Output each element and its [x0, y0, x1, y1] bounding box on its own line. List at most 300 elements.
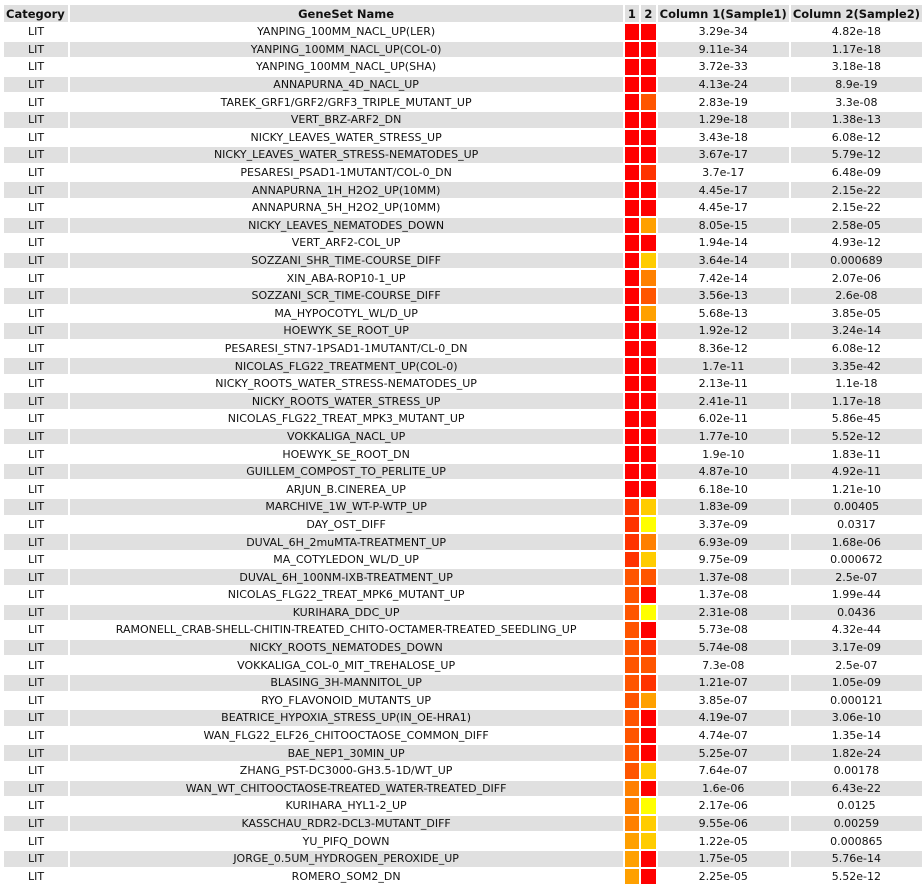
value-cell-1: 1.77e-10	[658, 429, 789, 445]
heat-cell-1	[625, 446, 639, 462]
value-cell-2: 1.68e-06	[791, 534, 922, 550]
value-cell-1: 4.13e-24	[658, 77, 789, 93]
table-row	[4, 429, 922, 445]
table-row	[4, 130, 922, 146]
geneset-name-cell[interactable]: ANNAPURNA_5H_H2O2_UP(10MM)	[70, 200, 623, 216]
table-row	[4, 499, 922, 515]
table-row	[4, 798, 922, 814]
value-cell-2: 0.00178	[791, 763, 922, 779]
table-row	[4, 869, 922, 885]
category-cell: LIT	[4, 341, 68, 357]
category-cell: LIT	[4, 165, 68, 181]
table-row	[4, 59, 922, 75]
value-cell-2: 2.5e-07	[791, 657, 922, 673]
heat-cell-2	[641, 323, 655, 339]
geneset-name-cell[interactable]: NICKY_ROOTS_WATER_STRESS-NEMATODES_UP	[70, 376, 623, 392]
value-cell-2: 2.6e-08	[791, 288, 922, 304]
heat-cell-1	[625, 270, 639, 286]
header-heat-1[interactable]: 1	[625, 5, 639, 22]
geneset-name-cell[interactable]: MA_HYPOCOTYL_WL/D_UP	[70, 306, 623, 322]
geneset-name-cell[interactable]: MARCHIVE_1W_WT-P-WTP_UP	[70, 499, 623, 515]
category-cell: LIT	[4, 763, 68, 779]
heat-cell-1	[625, 781, 639, 797]
heat-cell-1	[625, 59, 639, 75]
heat-cell-2	[641, 710, 655, 726]
table-row	[4, 464, 922, 480]
table-row	[4, 552, 922, 568]
category-cell: LIT	[4, 851, 68, 867]
heat-cell-2	[641, 59, 655, 75]
value-cell-2: 0.000672	[791, 552, 922, 568]
value-cell-1: 2.83e-19	[658, 94, 789, 110]
table-row	[4, 816, 922, 832]
geneset-name-cell[interactable]: SOZZANI_SHR_TIME-COURSE_DIFF	[70, 253, 623, 269]
header-column-1[interactable]: Column 1(Sample1)	[659, 6, 787, 21]
heat-cell-1	[625, 745, 639, 761]
heat-cell-2	[641, 270, 655, 286]
heat-cell-2	[641, 693, 655, 709]
heat-cell-1	[625, 429, 639, 445]
value-cell-1: 9.11e-34	[658, 42, 789, 58]
geneset-name-cell[interactable]: RAMONELL_CRAB-SHELL-CHITIN-TREATED_CHITO-OCTAMER-TREATED_SEEDLING_UP	[70, 622, 623, 638]
value-cell-2: 1.83e-11	[791, 446, 922, 462]
header-heat-2[interactable]: 2	[641, 5, 655, 22]
heat-cell-2	[641, 499, 655, 515]
heat-cell-2	[641, 569, 655, 585]
category-cell: LIT	[4, 481, 68, 497]
table-row	[4, 622, 922, 638]
table-row	[4, 763, 922, 779]
heat-cell-1	[625, 42, 639, 58]
category-cell: LIT	[4, 253, 68, 269]
heat-cell-2	[641, 675, 655, 691]
value-cell-2: 0.0125	[791, 798, 922, 814]
heat-cell-1	[625, 499, 639, 515]
heat-cell-1	[625, 587, 639, 603]
heat-cell-2	[641, 587, 655, 603]
value-cell-1: 2.25e-05	[658, 869, 789, 885]
header-row	[4, 5, 922, 22]
category-cell: LIT	[4, 569, 68, 585]
value-cell-1: 7.3e-08	[658, 657, 789, 673]
value-cell-1: 6.02e-11	[658, 411, 789, 427]
category-cell: LIT	[4, 587, 68, 603]
value-cell-1: 7.64e-07	[658, 763, 789, 779]
heat-cell-2	[641, 534, 655, 550]
geneset-name-cell[interactable]: YANPING_100MM_NACL_UP(COL-0)	[70, 42, 623, 58]
category-cell: LIT	[4, 218, 68, 234]
category-cell: LIT	[4, 130, 68, 146]
value-cell-1: 3.37e-09	[658, 517, 789, 533]
table-row	[4, 235, 922, 251]
table-row	[4, 675, 922, 691]
value-cell-2: 2.15e-22	[791, 182, 922, 198]
value-cell-1: 6.18e-10	[658, 481, 789, 497]
geneset-name-cell[interactable]: NICKY_LEAVES_WATER_STRESS_UP	[70, 130, 623, 146]
value-cell-1: 1.75e-05	[658, 851, 789, 867]
value-cell-1: 2.17e-06	[658, 798, 789, 814]
table-row	[4, 376, 922, 392]
header-column-2[interactable]: Column 2(Sample2)	[791, 5, 922, 22]
value-cell-2: 1.17e-18	[791, 42, 922, 58]
geneset-name-cell[interactable]: MA_COTYLEDON_WL/D_UP	[70, 552, 623, 568]
heat-cell-1	[625, 358, 639, 374]
geneset-name-cell[interactable]: NICOLAS_FLG22_TREAT_MPK3_MUTANT_UP	[70, 411, 623, 427]
value-cell-1: 3.29e-34	[658, 24, 789, 40]
category-cell: LIT	[4, 517, 68, 533]
heat-cell-1	[625, 306, 639, 322]
heat-cell-2	[641, 253, 655, 269]
value-cell-1: 3.85e-07	[658, 693, 789, 709]
value-cell-1: 1.22e-05	[658, 833, 789, 849]
category-cell: LIT	[4, 429, 68, 445]
heat-cell-1	[625, 165, 639, 181]
value-cell-1: 8.05e-15	[658, 218, 789, 234]
table-row	[4, 851, 922, 867]
geneset-name-cell[interactable]: DAY_OST_DIFF	[70, 517, 623, 533]
heat-cell-1	[625, 728, 639, 744]
heat-cell-1	[625, 376, 639, 392]
value-cell-1: 1.6e-06	[658, 781, 789, 797]
category-cell: LIT	[4, 323, 68, 339]
category-cell: LIT	[4, 728, 68, 744]
value-cell-1: 2.13e-11	[658, 376, 789, 392]
heat-cell-2	[641, 182, 655, 198]
heat-cell-2	[641, 798, 655, 814]
geneset-name-cell[interactable]: NICOLAS_FLG22_TREATMENT_UP(COL-0)	[70, 358, 623, 374]
geneset-name-cell[interactable]: NICKY_ROOTS_NEMATODES_DOWN	[70, 640, 623, 656]
category-cell: LIT	[4, 605, 68, 621]
value-cell-1: 9.75e-09	[658, 552, 789, 568]
geneset-name-cell[interactable]: WAN_WT_CHITOOCTAOSE-TREATED_WATER-TREATED_DIFF	[70, 781, 623, 797]
heat-cell-1	[625, 24, 639, 40]
heat-cell-1	[625, 393, 639, 409]
heat-cell-2	[641, 552, 655, 568]
geneset-name-cell[interactable]: KASSCHAU_RDR2-DCL3-MUTANT_DIFF	[70, 816, 623, 832]
heat-cell-2	[641, 816, 655, 832]
value-cell-2: 3.06e-10	[791, 710, 922, 726]
value-cell-1: 3.72e-33	[658, 59, 789, 75]
heat-cell-2	[641, 481, 655, 497]
value-cell-2: 0.00405	[791, 499, 922, 515]
category-cell: LIT	[4, 200, 68, 216]
heat-cell-1	[625, 640, 639, 656]
table-row	[4, 165, 922, 181]
geneset-name-cell[interactable]: NICKY_LEAVES_WATER_STRESS-NEMATODES_UP	[70, 147, 623, 163]
heat-cell-2	[641, 288, 655, 304]
heat-cell-1	[625, 693, 639, 709]
heat-cell-2	[641, 517, 655, 533]
geneset-name-cell[interactable]: ARJUN_B.CINEREA_UP	[70, 481, 623, 497]
heat-cell-1	[625, 534, 639, 550]
geneset-name-cell[interactable]: DUVAL_6H_100NM-IXB-TREATMENT_UP	[70, 569, 623, 585]
category-cell: LIT	[4, 24, 68, 40]
heat-cell-1	[625, 112, 639, 128]
table-row	[4, 781, 922, 797]
value-cell-2: 1.21e-10	[791, 481, 922, 497]
value-cell-2: 3.35e-42	[791, 358, 922, 374]
value-cell-1: 1.7e-11	[658, 358, 789, 374]
category-cell: LIT	[4, 710, 68, 726]
geneset-name-cell[interactable]: YANPING_100MM_NACL_UP(SHA)	[70, 59, 623, 75]
geneset-name-cell[interactable]: BLASING_3H-MANNITOL_UP	[70, 675, 623, 691]
geneset-name-cell[interactable]: GUILLEM_COMPOST_TO_PERLITE_UP	[70, 464, 623, 480]
value-cell-1: 1.21e-07	[658, 675, 789, 691]
value-cell-1: 9.55e-06	[658, 816, 789, 832]
table-row	[4, 323, 922, 339]
heat-cell-2	[641, 341, 655, 357]
heat-cell-2	[641, 869, 655, 885]
table-row	[4, 745, 922, 761]
heat-cell-1	[625, 552, 639, 568]
geneset-name-cell[interactable]: ROMERO_SOM2_DN	[70, 869, 623, 885]
category-cell: LIT	[4, 235, 68, 251]
category-cell: LIT	[4, 376, 68, 392]
geneset-name-cell[interactable]: VERT_ARF2-COL_UP	[70, 235, 623, 251]
category-cell: LIT	[4, 411, 68, 427]
geneset-name-cell[interactable]: NICKY_LEAVES_NEMATODES_DOWN	[70, 218, 623, 234]
heat-cell-2	[641, 446, 655, 462]
category-cell: LIT	[4, 94, 68, 110]
heat-cell-1	[625, 130, 639, 146]
heat-cell-2	[641, 306, 655, 322]
geneset-name-cell[interactable]: JORGE_0.5UM_HYDROGEN_PEROXIDE_UP	[70, 851, 623, 867]
category-cell: LIT	[4, 833, 68, 849]
heat-cell-1	[625, 710, 639, 726]
category-cell: LIT	[4, 745, 68, 761]
category-cell: LIT	[4, 552, 68, 568]
value-cell-2: 8.9e-19	[791, 77, 922, 93]
table-header	[4, 5, 922, 22]
value-cell-1: 3.67e-17	[658, 147, 789, 163]
table-row	[4, 411, 922, 427]
table-body	[4, 24, 922, 884]
value-cell-1: 1.83e-09	[658, 499, 789, 515]
heat-cell-1	[625, 657, 639, 673]
geneset-name-cell[interactable]: DUVAL_6H_2muMTA-TREATMENT_UP	[70, 534, 623, 550]
value-cell-2: 4.32e-44	[791, 622, 922, 638]
heat-cell-1	[625, 341, 639, 357]
value-cell-2: 2.15e-22	[791, 200, 922, 216]
table-row	[4, 112, 922, 128]
heat-cell-1	[625, 816, 639, 832]
geneset-name-cell[interactable]: XIN_ABA-ROP10-1_UP	[70, 270, 623, 286]
table-row	[4, 218, 922, 234]
geneset-name-cell[interactable]: TAREK_GRF1/GRF2/GRF3_TRIPLE_MUTANT_UP	[70, 94, 623, 110]
value-cell-1: 4.74e-07	[658, 728, 789, 744]
table-row	[4, 42, 922, 58]
value-cell-1: 3.43e-18	[658, 130, 789, 146]
value-cell-2: 3.18e-18	[791, 59, 922, 75]
table-row	[4, 517, 922, 533]
geneset-name-cell[interactable]: YANPING_100MM_NACL_UP(LER)	[70, 24, 623, 40]
geneset-name-cell[interactable]: BEATRICE_HYPOXIA_STRESS_UP(IN_OE-HRA1)	[70, 710, 623, 726]
table-row	[4, 253, 922, 269]
heat-cell-2	[641, 605, 655, 621]
table-row	[4, 569, 922, 585]
geneset-name-cell[interactable]: ANNAPURNA_4D_NACL_UP	[70, 77, 623, 93]
heat-cell-1	[625, 218, 639, 234]
geneset-name-cell[interactable]: NICKY_ROOTS_WATER_STRESS_UP	[70, 393, 623, 409]
heat-cell-1	[625, 798, 639, 814]
category-cell: LIT	[4, 464, 68, 480]
geneset-name-cell[interactable]: PESARESI_PSAD1-1MUTANT/COL-0_DN	[70, 165, 623, 181]
value-cell-2: 0.00259	[791, 816, 922, 832]
value-cell-1: 5.73e-08	[658, 622, 789, 638]
heat-cell-1	[625, 411, 639, 427]
category-cell: LIT	[4, 640, 68, 656]
table-row	[4, 587, 922, 603]
value-cell-2: 2.07e-06	[791, 270, 922, 286]
heat-cell-1	[625, 77, 639, 93]
heat-cell-1	[625, 569, 639, 585]
heat-cell-1	[625, 763, 639, 779]
value-cell-2: 0.0436	[791, 605, 922, 621]
value-cell-1: 5.74e-08	[658, 640, 789, 656]
table-row	[4, 182, 922, 198]
category-cell: LIT	[4, 358, 68, 374]
heat-cell-1	[625, 288, 639, 304]
category-cell: LIT	[4, 816, 68, 832]
value-cell-2: 6.48e-09	[791, 165, 922, 181]
category-cell: LIT	[4, 675, 68, 691]
geneset-name-cell[interactable]: WAN_FLG22_ELF26_CHITOOCTAOSE_COMMON_DIFF	[70, 728, 623, 744]
category-cell: LIT	[4, 798, 68, 814]
value-cell-1: 5.25e-07	[658, 745, 789, 761]
value-cell-2: 0.000689	[791, 253, 922, 269]
value-cell-1: 4.45e-17	[658, 200, 789, 216]
geneset-name-cell[interactable]: NICOLAS_FLG22_TREAT_MPK6_MUTANT_UP	[70, 587, 623, 603]
geneset-results-table	[2, 3, 924, 886]
value-cell-1: 5.68e-13	[658, 306, 789, 322]
heat-cell-2	[641, 640, 655, 656]
geneset-name-cell[interactable]: PESARESI_STN7-1PSAD1-1MUTANT/CL-0_DN	[70, 341, 623, 357]
category-cell: LIT	[4, 693, 68, 709]
table-row	[4, 288, 922, 304]
table-row	[4, 341, 922, 357]
geneset-name-cell[interactable]: KURIHARA_DDC_UP	[70, 605, 623, 621]
value-cell-1: 1.9e-10	[658, 446, 789, 462]
heat-cell-1	[625, 675, 639, 691]
value-cell-2: 1.99e-44	[791, 587, 922, 603]
category-cell: LIT	[4, 781, 68, 797]
geneset-name-cell[interactable]: VOKKALIGA_NACL_UP	[70, 429, 623, 445]
heat-cell-1	[625, 253, 639, 269]
geneset-name-cell[interactable]: SOZZANI_SCR_TIME-COURSE_DIFF	[70, 288, 623, 304]
header-category[interactable]: Category	[4, 5, 68, 22]
geneset-name-cell[interactable]: YU_PIFQ_DOWN	[70, 833, 623, 849]
heat-cell-2	[641, 24, 655, 40]
category-cell: LIT	[4, 270, 68, 286]
heat-cell-1	[625, 200, 639, 216]
heat-cell-2	[641, 147, 655, 163]
heat-cell-2	[641, 235, 655, 251]
heat-cell-2	[641, 200, 655, 216]
category-cell: LIT	[4, 112, 68, 128]
value-cell-2: 3.24e-14	[791, 323, 922, 339]
geneset-name-cell[interactable]: BAE_NEP1_30MIN_UP	[70, 745, 623, 761]
category-cell: LIT	[4, 393, 68, 409]
table-row	[4, 94, 922, 110]
geneset-name-cell[interactable]: VOKKALIGA_COL-0_MIT_TREHALOSE_UP	[70, 657, 623, 673]
value-cell-1: 1.37e-08	[658, 569, 789, 585]
value-cell-2: 5.52e-12	[791, 429, 922, 445]
geneset-name-cell[interactable]: ANNAPURNA_1H_H2O2_UP(10MM)	[70, 182, 623, 198]
category-cell: LIT	[4, 288, 68, 304]
value-cell-1: 4.87e-10	[658, 464, 789, 480]
category-cell: LIT	[4, 77, 68, 93]
value-cell-1: 7.42e-14	[658, 270, 789, 286]
heat-cell-2	[641, 165, 655, 181]
heat-cell-1	[625, 235, 639, 251]
heat-cell-1	[625, 622, 639, 638]
heat-cell-2	[641, 657, 655, 673]
header-geneset-name[interactable]: GeneSet Name	[70, 5, 623, 22]
value-cell-2: 6.08e-12	[791, 341, 922, 357]
table-row	[4, 657, 922, 673]
heat-cell-1	[625, 147, 639, 163]
geneset-name-cell[interactable]: HOEWYK_SE_ROOT_DN	[70, 446, 623, 462]
value-cell-1: 2.31e-08	[658, 605, 789, 621]
table-row	[4, 446, 922, 462]
heat-cell-1	[625, 94, 639, 110]
table-row	[4, 270, 922, 286]
value-cell-2: 1.35e-14	[791, 728, 922, 744]
value-cell-2: 2.58e-05	[791, 218, 922, 234]
geneset-name-cell[interactable]: HOEWYK_SE_ROOT_UP	[70, 323, 623, 339]
value-cell-1: 4.45e-17	[658, 182, 789, 198]
value-cell-2: 1.82e-24	[791, 745, 922, 761]
geneset-name-cell[interactable]: RYO_FLAVONOID_MUTANTS_UP	[70, 693, 623, 709]
value-cell-2: 3.85e-05	[791, 306, 922, 322]
heat-cell-2	[641, 745, 655, 761]
table-row	[4, 534, 922, 550]
value-cell-2: 4.93e-12	[791, 235, 922, 251]
value-cell-2: 1.1e-18	[791, 376, 922, 392]
heat-cell-1	[625, 481, 639, 497]
heat-cell-1	[625, 851, 639, 867]
category-cell: LIT	[4, 306, 68, 322]
value-cell-2: 0.000121	[791, 693, 922, 709]
category-cell: LIT	[4, 42, 68, 58]
category-cell: LIT	[4, 534, 68, 550]
heat-cell-2	[641, 464, 655, 480]
category-cell: LIT	[4, 657, 68, 673]
value-cell-2: 5.52e-12	[791, 869, 922, 885]
heat-cell-2	[641, 429, 655, 445]
value-cell-1: 1.37e-08	[658, 587, 789, 603]
value-cell-1: 8.36e-12	[658, 341, 789, 357]
heat-cell-2	[641, 218, 655, 234]
category-cell: LIT	[4, 182, 68, 198]
value-cell-2: 6.08e-12	[791, 130, 922, 146]
geneset-name-cell[interactable]: KURIHARA_HYL1-2_UP	[70, 798, 623, 814]
geneset-name-cell[interactable]: VERT_BRZ-ARF2_DN	[70, 112, 623, 128]
heat-cell-2	[641, 763, 655, 779]
geneset-name-cell[interactable]: ZHANG_PST-DC3000-GH3.5-1D/WT_UP	[70, 763, 623, 779]
table-row	[4, 693, 922, 709]
heat-cell-2	[641, 851, 655, 867]
table-row	[4, 640, 922, 656]
table-row	[4, 481, 922, 497]
table-row	[4, 77, 922, 93]
heat-cell-2	[641, 112, 655, 128]
heat-cell-1	[625, 182, 639, 198]
value-cell-2: 3.17e-09	[791, 640, 922, 656]
value-cell-2: 1.05e-09	[791, 675, 922, 691]
value-cell-1: 3.56e-13	[658, 288, 789, 304]
heat-cell-2	[641, 42, 655, 58]
